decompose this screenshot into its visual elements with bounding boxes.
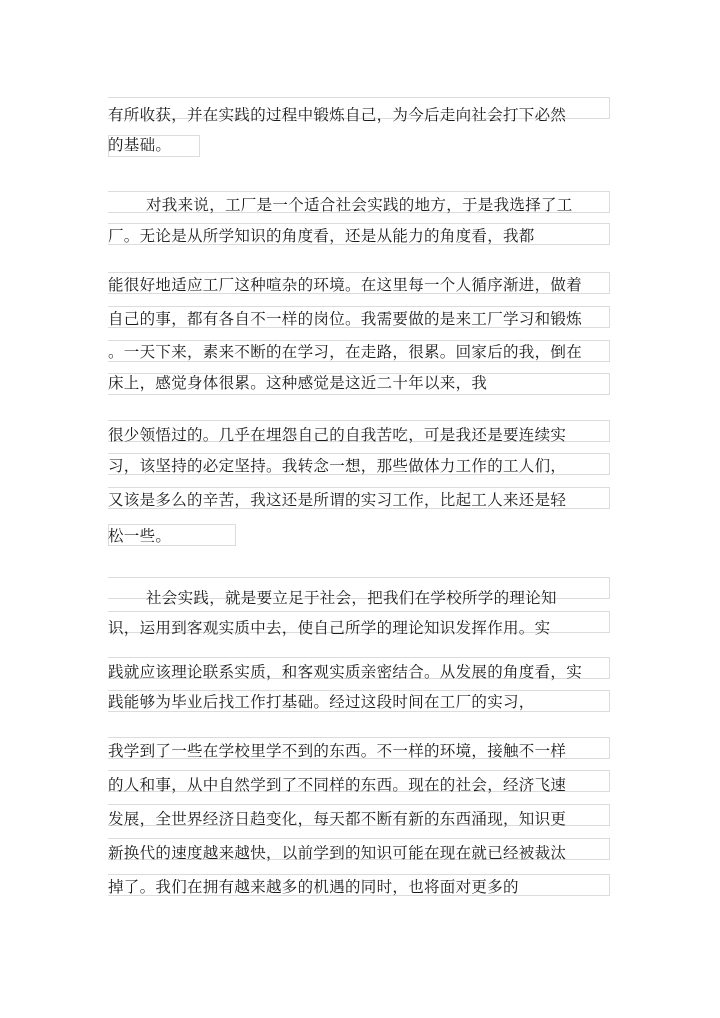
text-line: 。一天下来，素来不断的在学习，在走路，很累。回家后的我，倒在: [108, 343, 583, 361]
text-line: 很少领悟过的。几乎在埋怨自己的自我苦吃，可是我还是要连续实: [108, 426, 567, 444]
text-line: 的基础。: [108, 136, 172, 154]
text-line: 能很好地适应工厂这种喧杂的环境。在这里每一个人循序渐进，做着: [108, 276, 583, 294]
text-line: 床上，感觉身体很累。这种感觉是这近二十年以来，我: [108, 374, 488, 392]
text-line: 践能够为毕业后找工作打基础。经过这段时间在工厂的实习，: [108, 693, 535, 711]
text-line: 我学到了一些在学校里学不到的东西。不一样的环境，接触不一样: [108, 742, 567, 760]
text-line: 践就应该理论联系实质，和客观实质亲密结合。从发展的角度看，实: [108, 663, 583, 681]
text-line: 新换代的速度越来越快，以前学到的知识可能在现在就已经被裁汰: [108, 844, 567, 862]
text-line: 有所收获，并在实践的过程中锻炼自己，为今后走向社会打下必然: [108, 106, 567, 124]
text-line: 自己的事，都有各自不一样的岗位。我需要做的是来工厂学习和锻炼: [108, 310, 583, 328]
text-line: 的人和事，从中自然学到了不同样的东西。现在的社会，经济飞速: [108, 776, 567, 794]
text-line: 又该是多么的辛苦，我这还是所谓的实习工作，比起工人来还是轻: [108, 491, 567, 509]
text-line: 发展，全世界经济日趋变化，每天都不断有新的东西涌现，知识更: [108, 810, 567, 828]
text-line: 厂。无论是从所学知识的角度看，还是从能力的角度看，我都: [108, 227, 535, 245]
text-line: 掉了。我们在拥有越来越多的机遇的同时，也将面对更多的: [108, 878, 519, 896]
text-line: 社会实践，就是要立足于社会，把我们在学校所学的理论知: [146, 589, 557, 607]
text-line: 习，该坚持的必定坚持。我转念一想，那些做体力工作的工人们，: [108, 457, 567, 475]
text-line: 松一些。: [108, 527, 172, 545]
text-line: 对我来说，工厂是一个适合社会实践的地方，于是我选择了工: [146, 196, 573, 214]
text-line: 识，运用到客观实质中去，使自己所学的理论知识发挥作用。实: [108, 619, 551, 637]
